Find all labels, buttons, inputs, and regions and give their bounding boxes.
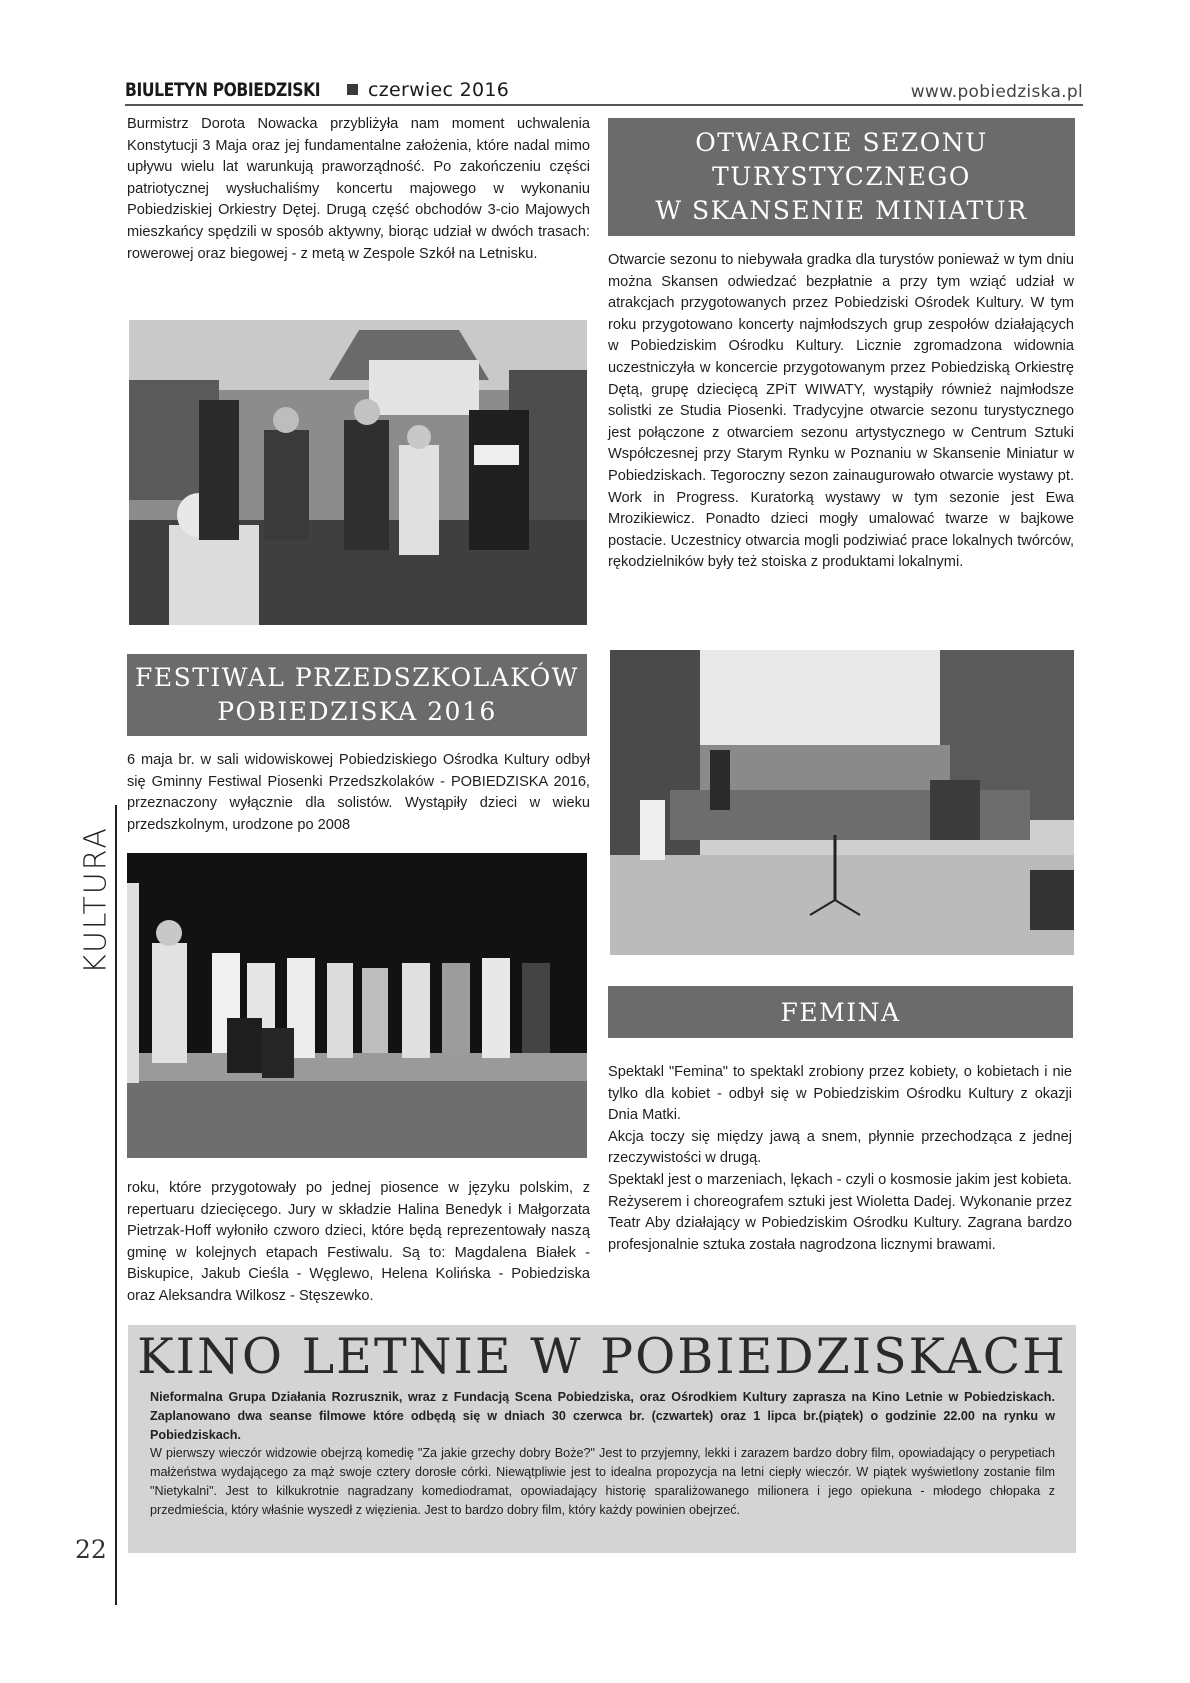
page-number: 22 — [75, 1535, 107, 1564]
festiwal-heading — [127, 654, 587, 736]
festiwal-text-2: roku, które przygotowały po jednej piosence w języku polskim, z repertuaru dziecięcego. Jury w składzie Halina Benedyk i Małgorzata Pietrzak-Hoff wyłoniło czworo dzieci, które będą reprezentowały naszą gminę w kolejnych etapach Festiwalu. Są to: Magdalena Białek - Biskupice, Jakub Cieśla - Węglewo, Helena Kolińska - Pobiedziska oraz Aleksandra Wilkosz - Stęszewko. — [127, 1180, 590, 1304]
kino-heading: KINO LETNIE W POBIEDZISKACH — [137, 1328, 1067, 1385]
femina-paragraph-1: Spektakl "Femina" to spektakl zrobiony przez kobiety, o kobietach i nie tylko dla kobiet - odbył się w Pobiedziskim Ośrodku Kultury z okazji Dnia Matki. — [608, 1064, 1072, 1124]
femina-article — [608, 1062, 1072, 1256]
skansen-heading-line-1: OTWARCIE SEZONU — [695, 128, 988, 157]
bulletin-title: BIULETYN POBIEDZISKI — [125, 79, 321, 101]
skansen-heading-line-3: W SKANSENIE MINIATUR — [655, 196, 1028, 225]
website-link[interactable]: www.pobiedziska.pl — [910, 82, 1083, 102]
festiwal-article-part-2 — [127, 1178, 590, 1308]
skansen-crowd-photo — [610, 650, 1074, 955]
festiwal-heading-line-2: POBIEDZISKA 2016 — [217, 697, 497, 726]
header-square-icon — [347, 84, 358, 95]
festiwal-text-1: 6 maja br. w sali widowiskowej Pobiedziskiego Ośrodka Kultury odbył się Gminny Festiwal Piosenki Przedszkolaków - POBIEDZISKA 2016, przeznaczony wyłącznie dla solistów. Wystąpiły dzieci w wieku przedszkolnym, urodzone po 2008 — [127, 752, 590, 833]
section-label — [60, 810, 132, 990]
femina-paragraph-3: Spektakl jest o marzeniach, lękach - czyli o kosmosie jakim jest kobieta. Reżyserem i choreografem sztuki jest Wioletta Dadej. Wykonanie przez Teatr Aby działający w Pobiedziskim Ośrodku Kultury. Zagrana bardzo profesjonalnie sztuka została nagrodzona licznymi brawami. — [608, 1171, 1072, 1253]
festiwal-article-part-1 — [127, 750, 590, 836]
side-vertical-rule — [115, 805, 117, 1605]
intro-article — [127, 114, 590, 265]
kino-article — [150, 1388, 1055, 1520]
skansen-article — [608, 250, 1074, 574]
femina-heading — [608, 986, 1073, 1038]
issue-date: czerwiec 2016 — [368, 79, 510, 101]
femina-paragraph-2: Akcja toczy się między jawą a snem, płynnie przechodząca z jednej rzeczywistości w drugą. — [608, 1128, 1072, 1167]
intro-text: Burmistrz Dorota Nowacka przybliżyła nam moment uchwalenia Konstytucji 3 Maja oraz jej fundamentalne założenia, które nadal mimo upływu wielu lat warunkują praworządność. Po zakończeniu części patriotycznej wysłuchaliśmy koncertu majowego w wykonaniu Pobiedziskiej Orkiestry Dętej. Drugą część obchodów 3-cio Majowych mieszkańcy spędzili w sposób aktywny, biorąc udział w dwóch trasach: rowerowej oraz biegowej - z metą w Zespole Szkół na Letnisku. — [127, 116, 590, 262]
kino-bold-text: Nieformalna Grupa Działania Rozrusznik, wraz z Fundacją Scena Pobiedziska, oraz Ośrodkiem Kultury zaprasza na Kino Letnie w Pobiedziskach. Zaplanowano dwa seanse filmowe które odbędą się w dniach 30 czerwca br. (czwartek) oraz 1 lipca br.(piątek) o godzinie 22.00 na rynku w Pobiedziskach. — [150, 1390, 1055, 1442]
skansen-heading-line-2: TURYSTYCZNEGO — [712, 162, 971, 191]
header-rule — [125, 104, 1083, 106]
kino-text: W pierwszy wieczór widzowie obejrzą komedię "Za jakie grzechy dobry Boże?" Jest to przyjemny, lekki i zarazem bardzo dobry film, opowiadający o perypetiach małżeństwa wydającego za mąż swoje cztery dorosłe córki. Niewątpliwie jest to idealna propozycja na letni ciepły wieczór. W piątek wyświetlony zostanie film "Nietykalni". Jest to kilkukrotnie nagradzany komediodramat, opowiadający historię sparaliżowanego milionera i jego opiekuna - młodego chłopaka z przedmieścia, który właśnie wyszedł z więzienia. Jest to bardzo dobry film, który każdy powinien obejrzeć. — [150, 1446, 1055, 1517]
skansen-heading — [608, 118, 1075, 236]
skansen-text: Otwarcie sezonu to niebywała gradka dla turystów ponieważ w tym dniu można Skansen odwiedzać bezpłatnie a przy tym wziąć udział w atrakcjach przygotowanych przez Pobiedziski Ośrodek Kultury. W tym roku przygotowano koncerty najmłodszych grup zespołów działających w Pobiedziskim Ośrodku Kultury. Licznie zgromadzona widownia uczestniczyła w koncercie przygotowanym przez Pobiedziską Orkiestrę Dętą, grupę dziecięcą ZPiT WIWATY, wystąpiły również najmłodsze solistki ze Studia Piosenki. Tradycyjne otwarcie sezonu turystycznego jest połączone z otwarciem sezonu artystycznego w Centrum Sztuki Współczesnej przy Starym Rynku w Poznaniu w Skansenie Miniatur w Pobiedziskach. Tegoroczny sezon zainaugurowało otwarcie wystawy pt. Work in Progress. Kuratorką wystawy w tym sezonie jest Ewa Mrozikiewicz. Ponadto dzieci mogły umalować twarze w bajkowe postacie. Uczestnicy otwarcia mogli podziwiać prace lokalnych twórców, rękodzielników były też stoiska z produktami lokalnymi. — [608, 252, 1074, 571]
stage-photo — [127, 853, 587, 1158]
femina-heading-text: FEMINA — [780, 997, 901, 1027]
section-label-text: KULTURA — [78, 826, 114, 974]
festiwal-heading-line-1: FESTIWAL PRZEDSZKOLAKÓW — [135, 663, 579, 692]
ceremony-photo — [129, 320, 587, 625]
